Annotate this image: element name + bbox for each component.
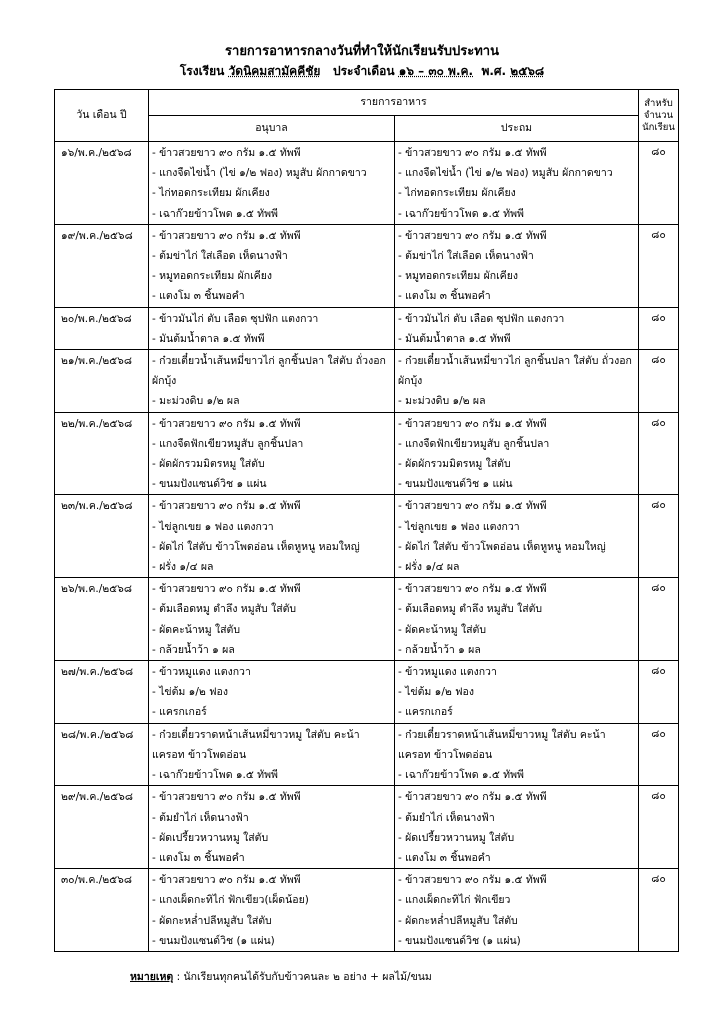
table-row bbox=[55, 412, 679, 495]
menu-item: - เฉาก๊วยข้าวโพด ๑.๕ ทัพพี bbox=[152, 769, 278, 782]
table-row bbox=[55, 224, 679, 307]
table-row bbox=[55, 869, 679, 952]
footnote-label: หมายเหตุ bbox=[130, 971, 174, 983]
row-student-count: ๘๐ bbox=[639, 350, 679, 413]
menu-item: - มันต้มน้ำตาล ๑.๕ ทัพพี bbox=[152, 332, 265, 345]
menu-item: - แครกเกอร์ bbox=[398, 706, 453, 719]
row-primary-menu bbox=[395, 661, 639, 724]
menu-item: - แกงจืดไข่น้ำ (ไข่ ๑/๒ ฟอง) หมูสับ ผักกาดขาว bbox=[398, 167, 613, 180]
menu-item: - แกงจืดฟักเขียวหมูสับ ลูกชิ้นปลา bbox=[398, 437, 550, 450]
row-kindergarten-menu bbox=[149, 307, 395, 349]
table-row bbox=[55, 661, 679, 724]
table-row bbox=[55, 307, 679, 349]
row-student-count: ๘๐ bbox=[639, 661, 679, 724]
menu-item: - มะม่วงดิบ ๑/๒ ผล bbox=[152, 395, 240, 408]
menu-item: - ผัดคะน้าหมู ใส่ตับ bbox=[152, 623, 241, 636]
row-kindergarten-menu bbox=[149, 869, 395, 952]
menu-item: - เฉาก๊วยข้าวโพด ๑.๕ ทัพพี bbox=[398, 769, 524, 782]
row-date: ๓๐/พ.ค./๒๕๖๘ bbox=[55, 869, 149, 952]
row-student-count: ๘๐ bbox=[639, 786, 679, 869]
menu-item: - ข้าวสวยขาว ๙๐ กรัม ๑.๕ ทัพพี bbox=[398, 229, 547, 242]
table-row bbox=[55, 495, 679, 578]
school-name: วัดนิคมสามัคคีชัย bbox=[228, 64, 321, 78]
table-row bbox=[55, 142, 679, 225]
row-primary-menu bbox=[395, 307, 639, 349]
menu-item: - ฝรั่ง ๑/๔ ผล bbox=[398, 561, 460, 574]
menu-item: - ผัดกะหล่ำปลีหมูสับ ใส่ตับ bbox=[398, 914, 518, 927]
menu-item: - เฉาก๊วยข้าวโพด ๑.๕ ทัพพี bbox=[398, 207, 524, 220]
row-date: ๒๗/พ.ค./๒๕๖๘ bbox=[55, 661, 149, 724]
document-subtitle bbox=[0, 62, 724, 81]
menu-item: - ข้าวมันไก่ ตับ เลือด ซุปฟัก แตงกวา bbox=[398, 312, 565, 325]
menu-item: - ฝรั่ง ๑/๔ ผล bbox=[152, 561, 214, 574]
menu-item: - ต้มยำไก่ เห็ดนางฟ้า bbox=[152, 811, 249, 824]
school-label: โรงเรียน bbox=[179, 64, 225, 78]
menu-item: - แตงโม ๓ ชิ้นพอคำ bbox=[152, 290, 245, 303]
menu-item: - มะม่วงดิบ ๑/๒ ผล bbox=[398, 395, 486, 408]
menu-item: - กล้วยน้ำว้า ๑ ผล bbox=[152, 643, 235, 656]
row-kindergarten-menu bbox=[149, 578, 395, 661]
row-date: ๒๙/พ.ค./๒๕๖๘ bbox=[55, 786, 149, 869]
menu-item: - ข้าวมันไก่ ตับ เลือด ซุปฟัก แตงกวา bbox=[152, 312, 319, 325]
row-student-count: ๘๐ bbox=[639, 578, 679, 661]
menu-item: - ข้าวสวยขาว ๙๐ กรัม ๑.๕ ทัพพี bbox=[398, 417, 547, 430]
row-student-count: ๘๐ bbox=[639, 723, 679, 786]
menu-item: - ข้าวสวยขาว ๙๐ กรัม ๑.๕ ทัพพี bbox=[152, 791, 301, 804]
month-value: ๑๖ – ๓๐ พ.ค. bbox=[398, 64, 474, 78]
menu-item: - ผัดคะน้าหมู ใส่ตับ bbox=[398, 623, 487, 636]
month-label: ประจำเดือน bbox=[332, 64, 395, 78]
row-kindergarten-menu bbox=[149, 495, 395, 578]
menu-item: - ข้าวสวยขาว ๙๐ กรัม ๑.๕ ทัพพี bbox=[398, 147, 547, 159]
menu-item: - แกงเผ็ดกะทิไก่ ฟักเขียว bbox=[398, 894, 511, 907]
row-primary-menu bbox=[395, 412, 639, 495]
menu-item: - ข้าวหมูแดง แตงกวา bbox=[152, 666, 251, 679]
row-date: ๑๖/พ.ค./๒๕๖๘ bbox=[55, 142, 149, 225]
row-primary-menu bbox=[395, 578, 639, 661]
menu-item: - เฉาก๊วยข้าวโพด ๑.๕ ทัพพี bbox=[152, 207, 278, 220]
menu-item: - หมูทอดกระเทียม ผักเคียง bbox=[398, 270, 518, 283]
menu-item: - ข้าวสวยขาว ๙๐ กรัม ๑.๕ ทัพพี bbox=[152, 500, 301, 513]
row-student-count: ๘๐ bbox=[639, 869, 679, 952]
row-kindergarten-menu bbox=[149, 412, 395, 495]
menu-item: - ข้าวสวยขาว ๙๐ กรัม ๑.๕ ทัพพี bbox=[398, 791, 547, 804]
row-date: ๒๒/พ.ค./๒๕๖๘ bbox=[55, 412, 149, 495]
row-date: ๑๙/พ.ค./๒๕๖๘ bbox=[55, 224, 149, 307]
row-date: ๒๖/พ.ค./๒๕๖๘ bbox=[55, 578, 149, 661]
row-primary-menu bbox=[395, 142, 639, 225]
row-date: ๒๐/พ.ค./๒๕๖๘ bbox=[55, 307, 149, 349]
menu-item: - ไข่ลูกเขย ๑ ฟอง แตงกวา bbox=[152, 520, 274, 533]
menu-item: - ผัดไก่ ใส่ตับ ข้าวโพดอ่อน เห็ดหูหนู หอมใหญ่ bbox=[398, 540, 606, 553]
menu-item: - ข้าวสวยขาว ๙๐ กรัม ๑.๕ ทัพพี bbox=[152, 874, 301, 887]
menu-item: - ผัดเปรี้ยวหวานหมู ใส่ตับ bbox=[152, 831, 269, 844]
footnote bbox=[130, 968, 432, 985]
menu-item: - ขนมปังแซนด์วิช ๑ แผ่น bbox=[152, 478, 267, 491]
menu-table-body bbox=[55, 142, 679, 952]
header-date: วัน เดือน ปี bbox=[55, 90, 149, 142]
table-row bbox=[55, 723, 679, 786]
menu-item: - ขนมปังแซนด์วิช (๑ แผ่น) bbox=[152, 934, 275, 947]
row-primary-menu bbox=[395, 224, 639, 307]
menu-item: - ก๋วยเตี๋ยวน้ำเส้นหมี่ขาวไก่ ลูกชิ้นปลา ใส่ตับ ถั่วงอก ผักบุ้ง bbox=[152, 355, 386, 388]
menu-item: - ต้มเลือดหมู ตำลึง หมูสับ ใส่ตับ bbox=[152, 603, 297, 616]
row-primary-menu bbox=[395, 786, 639, 869]
menu-item: - ไก่ทอดกระเทียม ผักเคียง bbox=[152, 187, 270, 200]
menu-item: - ต้มเลือดหมู ตำลึง หมูสับ ใส่ตับ bbox=[398, 603, 543, 616]
row-kindergarten-menu bbox=[149, 786, 395, 869]
menu-item: - ผัดผักรวมมิตรหมู ใส่ตับ bbox=[398, 458, 511, 471]
menu-item: - ข้าวสวยขาว ๙๐ กรัม ๑.๕ ทัพพี bbox=[152, 229, 301, 242]
menu-item: - ข้าวสวยขาว ๙๐ กรัม ๑.๕ ทัพพี bbox=[398, 500, 547, 513]
menu-item: - มันต้มน้ำตาล ๑.๕ ทัพพี bbox=[398, 332, 511, 345]
menu-item: - หมูทอดกระเทียม ผักเคียง bbox=[152, 270, 272, 283]
menu-item: - ไข่ลูกเขย ๑ ฟอง แตงกวา bbox=[398, 520, 520, 533]
menu-item: - ข้าวสวยขาว ๙๐ กรัม ๑.๕ ทัพพี bbox=[398, 874, 547, 887]
table-row bbox=[55, 578, 679, 661]
row-kindergarten-menu bbox=[149, 224, 395, 307]
menu-item: - ขนมปังแซนด์วิช (๑ แผ่น) bbox=[398, 934, 521, 947]
menu-item: - แตงโม ๓ ชิ้นพอคำ bbox=[152, 851, 245, 864]
row-kindergarten-menu bbox=[149, 142, 395, 225]
menu-item: - แกงจืดไข่น้ำ (ไข่ ๑/๒ ฟอง) หมูสับ ผักกาดขาว bbox=[152, 167, 367, 180]
row-student-count: ๘๐ bbox=[639, 412, 679, 495]
header-menu: รายการอาหาร bbox=[149, 90, 639, 116]
menu-item: - แครกเกอร์ bbox=[152, 706, 207, 719]
header-kindergarten: อนุบาล bbox=[149, 116, 395, 142]
document-title: รายการอาหารกลางวันที่ทำให้นักเรียนรับประทาน bbox=[225, 44, 499, 59]
menu-item: - ข้าวสวยขาว ๙๐ กรัม ๑.๕ ทัพพี bbox=[152, 583, 301, 596]
table-row bbox=[55, 350, 679, 413]
row-student-count: ๘๐ bbox=[639, 495, 679, 578]
menu-item: - ขนมปังแซนด์วิช ๑ แผ่น bbox=[398, 478, 513, 491]
menu-item: - ต้มข่าไก่ ใส่เลือด เห็ดนางฟ้า bbox=[398, 250, 534, 263]
row-date: ๒๓/พ.ค./๒๕๖๘ bbox=[55, 495, 149, 578]
menu-item: - ผัดไก่ ใส่ตับ ข้าวโพดอ่อน เห็ดหูหนู หอมใหญ่ bbox=[152, 540, 360, 553]
row-date: ๒๘/พ.ค./๒๕๖๘ bbox=[55, 723, 149, 786]
row-kindergarten-menu bbox=[149, 723, 395, 786]
menu-item: - แตงโม ๓ ชิ้นพอคำ bbox=[398, 290, 491, 303]
row-primary-menu bbox=[395, 350, 639, 413]
menu-item: - ก๋วยเตี๋ยวราดหน้าเส้นหมี่ขาวหมู ใส่ตับ คะน้า แครอท ข้าวโพดอ่อน bbox=[398, 728, 606, 761]
year-value: ๒๕๖๘ bbox=[510, 64, 545, 78]
menu-item: - ผัดเปรี้ยวหวานหมู ใส่ตับ bbox=[398, 831, 515, 844]
menu-item: - แกงเผ็ดกะทิไก่ ฟักเขียว(เผ็ดน้อย) bbox=[152, 894, 309, 907]
menu-item: - ต้มยำไก่ เห็ดนางฟ้า bbox=[398, 811, 495, 824]
header-primary: ประถม bbox=[395, 116, 639, 142]
table-row bbox=[55, 786, 679, 869]
header-count-label: สำหรับ จำนวน นักเรียน bbox=[642, 97, 675, 133]
menu-item: - ผัดกะหล่ำปลีหมูสับ ใส่ตับ bbox=[152, 914, 272, 927]
menu-item: - ต้มข่าไก่ ใส่เลือด เห็ดนางฟ้า bbox=[152, 250, 288, 263]
menu-item: - ข้าวสวยขาว ๙๐ กรัม ๑.๕ ทัพพี bbox=[152, 417, 301, 430]
row-primary-menu bbox=[395, 869, 639, 952]
menu-item: - ก๋วยเตี๋ยวน้ำเส้นหมี่ขาวไก่ ลูกชิ้นปลา ใส่ตับ ถั่วงอก ผักบุ้ง bbox=[398, 355, 632, 388]
row-student-count: ๘๐ bbox=[639, 142, 679, 225]
row-student-count: ๘๐ bbox=[639, 224, 679, 307]
row-date: ๒๑/พ.ค./๒๕๖๘ bbox=[55, 350, 149, 413]
footnote-text: : นักเรียนทุกคนได้รับกับข้าวคนละ ๒ อย่าง + ผลไม้/ขนม bbox=[176, 971, 432, 983]
row-primary-menu bbox=[395, 723, 639, 786]
menu-item: - แตงโม ๓ ชิ้นพอคำ bbox=[398, 851, 491, 864]
menu-item: - ไก่ทอดกระเทียม ผักเคียง bbox=[398, 187, 516, 200]
row-student-count: ๘๐ bbox=[639, 307, 679, 349]
menu-item: - ข้าวหมูแดง แตงกวา bbox=[398, 666, 497, 679]
menu-item: - แกงจืดฟักเขียวหมูสับ ลูกชิ้นปลา bbox=[152, 437, 304, 450]
lunch-menu-table bbox=[54, 89, 679, 952]
year-label: พ.ศ. bbox=[481, 64, 507, 78]
menu-item: - กล้วยน้ำว้า ๑ ผล bbox=[398, 643, 481, 656]
menu-item: - ก๋วยเตี๋ยวราดหน้าเส้นหมี่ขาวหมู ใส่ตับ คะน้า แครอท ข้าวโพดอ่อน bbox=[152, 728, 360, 761]
row-primary-menu bbox=[395, 495, 639, 578]
header-count bbox=[639, 90, 679, 142]
menu-item: - ผัดผักรวมมิตรหมู ใส่ตับ bbox=[152, 458, 265, 471]
menu-item: - ไข่ต้ม ๑/๒ ฟอง bbox=[152, 686, 228, 699]
menu-item: - ข้าวสวยขาว ๙๐ กรัม ๑.๕ ทัพพี bbox=[398, 583, 547, 596]
row-kindergarten-menu bbox=[149, 661, 395, 724]
menu-item: - ไข่ต้ม ๑/๒ ฟอง bbox=[398, 686, 474, 699]
menu-item: - ข้าวสวยขาว ๙๐ กรัม ๑.๕ ทัพพี bbox=[152, 147, 301, 159]
row-kindergarten-menu bbox=[149, 350, 395, 413]
